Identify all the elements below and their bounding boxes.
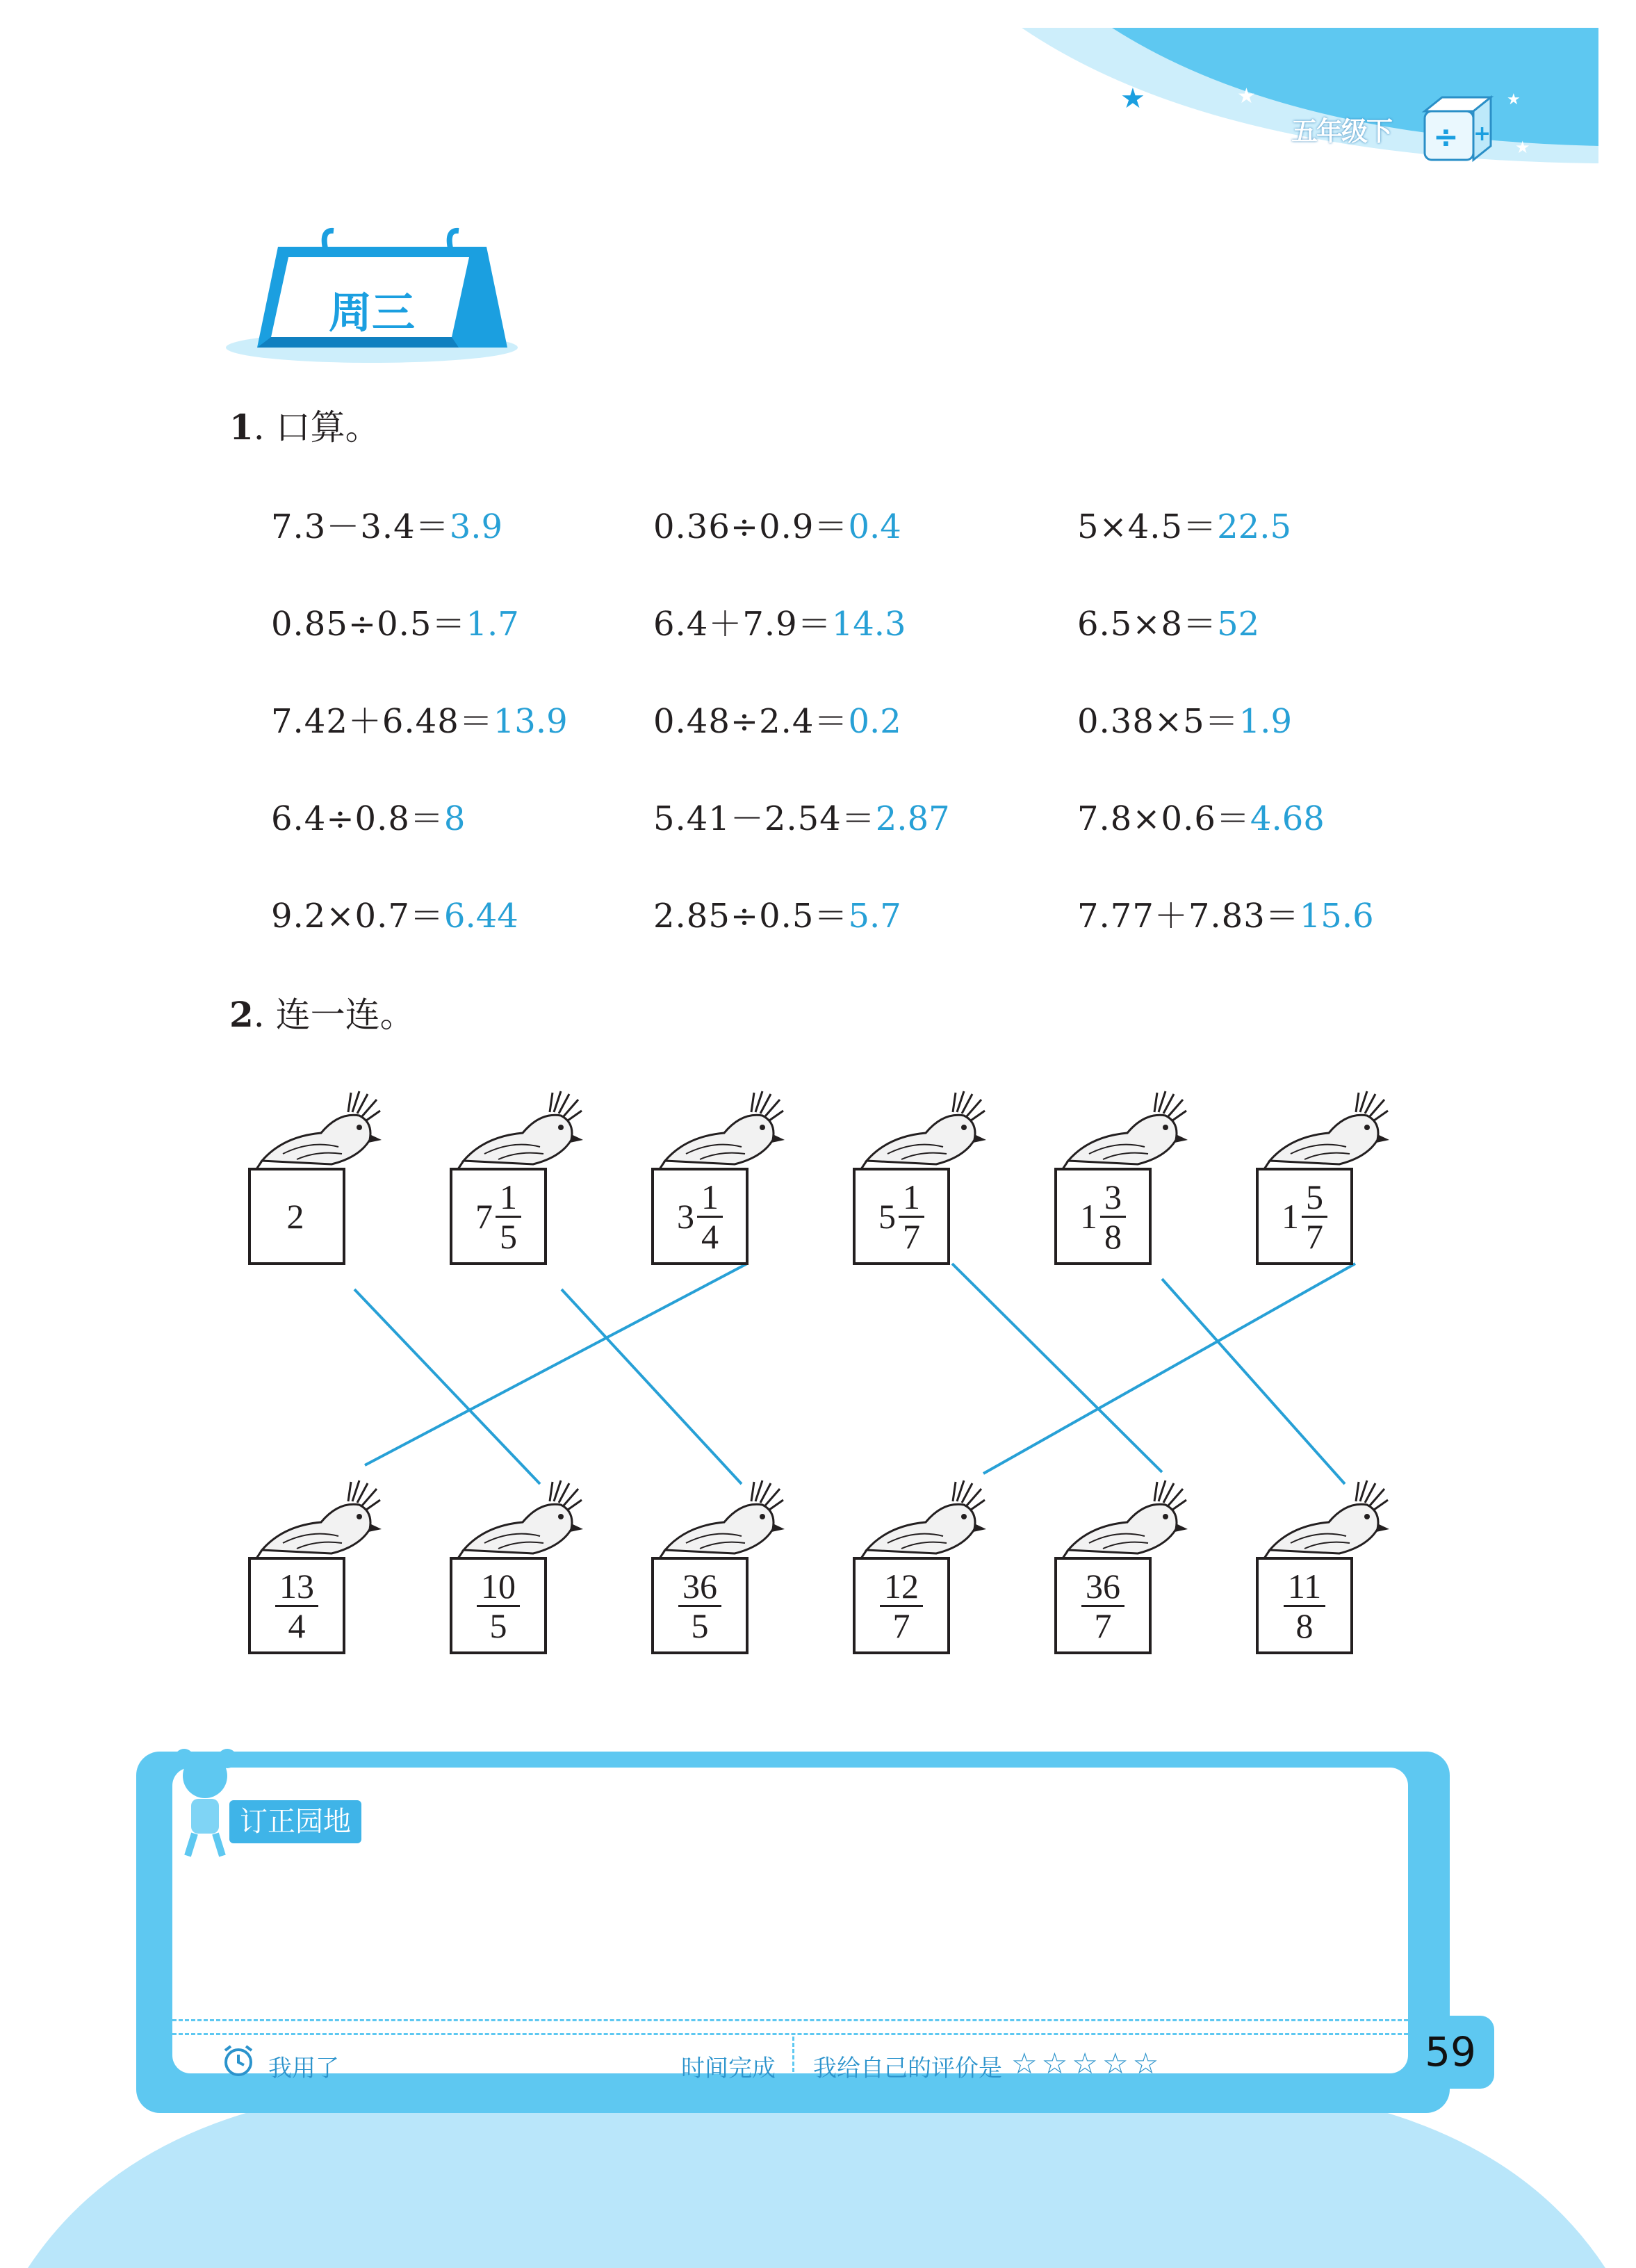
math-problem: [1077, 702, 1292, 741]
problem-answer: 3.9: [449, 507, 503, 546]
time-used-label: 我用了: [268, 2055, 339, 2082]
whole-part: 5: [878, 1197, 896, 1236]
svg-text:+: +: [1473, 122, 1491, 146]
problem-expression: 6.5×8＝: [1077, 605, 1218, 644]
denominator: 8: [1104, 1216, 1122, 1256]
bird-icon: [1061, 1480, 1188, 1560]
math-problem: [271, 897, 518, 936]
section2-title: [229, 994, 415, 1036]
fraction: [275, 1567, 318, 1645]
problem-expression: 5×4.5＝: [1077, 507, 1218, 546]
denominator: 5: [489, 1606, 507, 1645]
svg-text:★: ★: [1237, 84, 1256, 108]
top-number-box: [1256, 1168, 1353, 1265]
fraction: [477, 1567, 520, 1645]
problem-expression: 5.41－2.54＝: [653, 799, 876, 838]
fraction: [880, 1567, 923, 1645]
problem-answer: 14.3: [831, 605, 906, 644]
numerator: 11: [1284, 1567, 1325, 1607]
top-number-box: [450, 1168, 547, 1265]
svg-text:★: ★: [1515, 138, 1530, 157]
math-problem: [271, 605, 519, 644]
problem-answer: 1.9: [1238, 702, 1292, 741]
header-decoration: [0, 0, 1636, 209]
fraction: [899, 1178, 924, 1255]
section2-number: 2: [229, 994, 254, 1035]
problem-expression: 2.85÷0.5＝: [653, 897, 849, 936]
top-number-box: [853, 1168, 950, 1265]
denominator: 5: [691, 1606, 709, 1645]
bird-icon: [860, 1480, 986, 1560]
bird-icon: [1263, 1091, 1389, 1171]
math-problem: [1077, 605, 1259, 644]
whole-part: 1: [1080, 1197, 1097, 1236]
bird-icon: [860, 1091, 986, 1171]
problem-expression: 6.4＋7.9＝: [653, 605, 832, 644]
math-problem: [271, 799, 465, 838]
svg-text:★: ★: [1120, 83, 1145, 115]
problem-answer: 22.5: [1217, 507, 1291, 546]
grade-label: 五年级下: [1291, 116, 1392, 147]
bird-icon: [457, 1480, 583, 1560]
math-cube-icon: [1425, 97, 1491, 160]
problem-expression: 7.8×0.6＝: [1077, 799, 1250, 838]
numerator: 3: [1100, 1178, 1126, 1218]
problem-expression: 7.3－3.4＝: [271, 507, 450, 546]
fraction: [678, 1567, 721, 1645]
fraction: [1302, 1178, 1327, 1255]
problem-answer: 13.9: [493, 702, 568, 741]
problem-expression: 7.77＋7.83＝: [1077, 897, 1300, 936]
whole-part: 7: [475, 1197, 493, 1236]
fraction: [1081, 1567, 1124, 1645]
matching-diagram: [0, 1070, 1636, 1696]
page-number: 59: [1425, 2028, 1476, 2075]
svg-text:★: ★: [1507, 91, 1521, 108]
bottom-number-box: [248, 1557, 345, 1654]
math-problem: [653, 507, 901, 546]
match-line: [983, 1264, 1355, 1474]
problem-expression: 0.85÷0.5＝: [271, 605, 466, 644]
problem-expression: 0.36÷0.9＝: [653, 507, 849, 546]
denominator: 7: [892, 1606, 910, 1645]
bottom-number-box: [1054, 1557, 1152, 1654]
numerator: 12: [880, 1567, 923, 1607]
section1-title: [229, 407, 380, 448]
numerator: 36: [678, 1567, 721, 1607]
numerator: 10: [477, 1567, 520, 1607]
bottom-number-box: [450, 1557, 547, 1654]
alarm-clock-icon: [221, 2043, 256, 2078]
rating-stars[interactable]: ☆☆☆☆☆: [1011, 2046, 1163, 2080]
math-problem: [653, 605, 906, 644]
numerator: 5: [1302, 1178, 1327, 1218]
bird-icon: [1263, 1480, 1389, 1560]
day-title: 周三: [328, 287, 415, 338]
match-line: [1162, 1279, 1345, 1484]
problem-answer: 6.44: [443, 897, 518, 936]
problem-expression: 6.4÷0.8＝: [271, 799, 444, 838]
problem-answer: 4.68: [1250, 799, 1325, 838]
problem-answer: 0.4: [848, 507, 901, 546]
bird-icon: [1061, 1091, 1188, 1171]
section1-number: 1: [229, 407, 254, 448]
problem-expression: 7.42＋6.48＝: [271, 702, 493, 741]
section1-text: . 口算。: [253, 407, 380, 448]
section2-text: . 连一连。: [253, 995, 415, 1035]
denominator: 4: [288, 1606, 306, 1645]
fraction: [697, 1178, 723, 1255]
numerator: 1: [496, 1178, 521, 1218]
problem-answer: 0.2: [848, 702, 901, 741]
whole-part: 1: [1282, 1197, 1299, 1236]
denominator: 7: [1094, 1606, 1112, 1645]
denominator: 4: [701, 1216, 719, 1256]
problem-answer: 8: [443, 799, 466, 838]
whole-part: 2: [286, 1197, 304, 1236]
math-problem: [653, 702, 901, 741]
math-problem: [653, 897, 901, 936]
match-line: [365, 1264, 747, 1465]
top-number-box: [651, 1168, 749, 1265]
denominator: 5: [500, 1216, 517, 1256]
self-eval-label: 我给自己的评价是: [813, 2055, 1002, 2082]
bird-icon: [255, 1091, 382, 1171]
problem-expression: 0.48÷2.4＝: [653, 702, 849, 741]
top-number-box: [1054, 1168, 1152, 1265]
problem-answer: 1.7: [466, 605, 519, 644]
denominator: 8: [1295, 1606, 1314, 1645]
fraction: [1100, 1178, 1126, 1255]
bottom-number-box: [853, 1557, 950, 1654]
problem-answer: 15.6: [1299, 897, 1374, 936]
numerator: 1: [697, 1178, 723, 1218]
problem-expression: 0.38×5＝: [1077, 702, 1239, 741]
math-problem: [1077, 897, 1374, 936]
correction-title: 订正园地: [229, 1800, 361, 1843]
math-problem: [271, 702, 568, 741]
divider-line: [792, 2037, 794, 2078]
fraction: [1284, 1567, 1325, 1645]
problem-expression: 9.2×0.7＝: [271, 897, 444, 936]
match-line: [952, 1264, 1162, 1472]
math-problem: [1077, 507, 1291, 546]
numerator: 36: [1081, 1567, 1124, 1607]
whole-part: 3: [677, 1197, 694, 1236]
math-problem: [1077, 799, 1325, 838]
problem-answer: 2.87: [875, 799, 950, 838]
time-complete-label: 时间完成: [681, 2055, 776, 2082]
problem-answer: 5.7: [848, 897, 901, 936]
divider-line: [172, 2033, 1408, 2035]
bird-icon: [658, 1091, 785, 1171]
denominator: 7: [903, 1216, 920, 1256]
svg-text:÷: ÷: [1433, 120, 1459, 155]
fraction: [496, 1178, 521, 1255]
top-number-box: [248, 1168, 345, 1265]
bottom-number-box: [1256, 1557, 1353, 1654]
match-line: [562, 1289, 742, 1484]
bird-icon: [457, 1091, 583, 1171]
bottom-number-box: [651, 1557, 749, 1654]
problem-answer: 52: [1217, 605, 1260, 644]
denominator: 7: [1306, 1216, 1323, 1256]
bird-icon: [255, 1480, 382, 1560]
numerator: 13: [275, 1567, 318, 1607]
numerator: 1: [899, 1178, 924, 1218]
divider-line: [172, 2019, 1408, 2021]
math-problem: [271, 507, 502, 546]
bird-icon: [658, 1480, 785, 1560]
math-problem: [653, 799, 950, 838]
